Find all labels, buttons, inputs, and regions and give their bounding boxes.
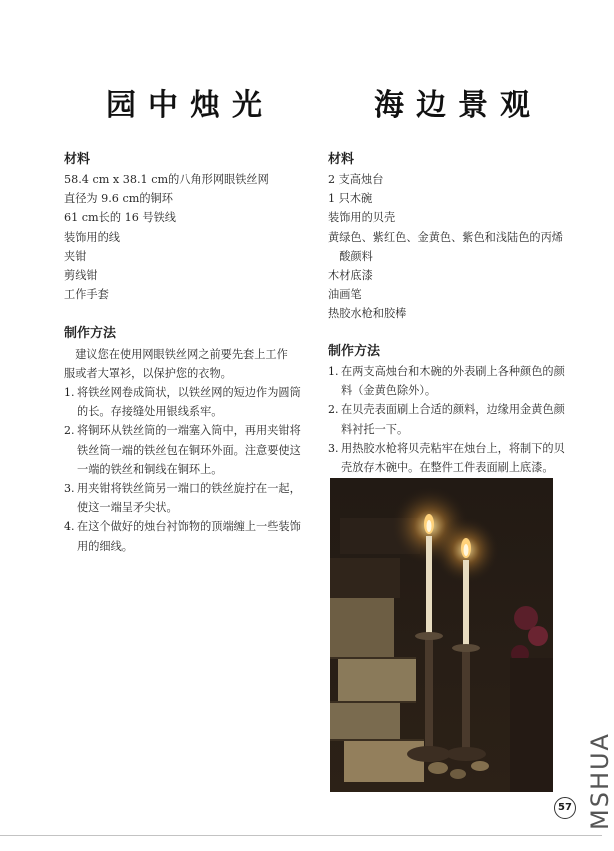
right-materials-list xyxy=(328,170,563,324)
step-line: 用热胶水枪将贝壳粘牢在烛台上，将制下的贝 xyxy=(341,441,565,455)
list-item: 1 只木碗 xyxy=(328,192,373,206)
step-line: 铁丝筒一端的铁丝包在铜环外面。注意要使这 xyxy=(77,443,301,457)
list-item: 58.4 cm x 38.1 cm的八角形网眼铁丝网 xyxy=(64,173,269,186)
list-item: 装饰用的贝壳 xyxy=(328,211,396,225)
step-number: 4. xyxy=(64,520,75,534)
list-item: 木材底漆 xyxy=(328,269,373,283)
step-line: 用夹钳将铁丝筒另一端口的铁丝旋拧在一起， xyxy=(77,482,301,496)
left-method-heading: 制作方法 xyxy=(64,326,117,341)
step-line: 用的细线。 xyxy=(77,539,133,553)
step-item xyxy=(64,383,301,421)
list-item: 直径为 9.6 cm的铜环 xyxy=(64,192,173,206)
list-item: 工作手套 xyxy=(64,288,109,302)
list-item: 黄绿色、紫红色、金黄色、紫色和浅陆色的丙烯 xyxy=(328,230,563,244)
scan-edge-line xyxy=(0,835,602,836)
left-steps xyxy=(64,383,301,556)
step-line: 在这个做好的烛台衬饰物的顶端缠上一些装饰 xyxy=(77,520,301,534)
step-number: 1. xyxy=(328,365,339,378)
list-item: 酸颜料 xyxy=(328,249,373,263)
step-number: 1. xyxy=(64,386,75,399)
intro-line: 建议您在使用网眼铁丝网之前要先套上工作 xyxy=(64,348,288,361)
left-intro xyxy=(64,345,288,383)
step-item xyxy=(64,479,301,517)
left-materials-list xyxy=(64,170,269,304)
candle-photo-illustration xyxy=(330,478,553,792)
right-materials-heading: 材料 xyxy=(328,152,355,167)
step-item xyxy=(328,362,565,400)
left-title: 园中烛光 xyxy=(106,88,274,123)
left-materials-heading: 材料 xyxy=(64,152,91,167)
step-number: 2. xyxy=(64,424,75,438)
list-item: 夹钳 xyxy=(64,249,87,263)
watermark: MSHUA xyxy=(586,732,614,830)
step-line: 在两支高烛台和木碗的外表刷上各种颜色的颜 xyxy=(341,365,565,378)
right-steps xyxy=(328,362,565,477)
step-number: 3. xyxy=(328,441,339,455)
step-line: 将铁丝网卷成筒状，以铁丝网的短边作为圆筒 xyxy=(77,386,301,399)
right-method-heading: 制作方法 xyxy=(328,344,381,359)
step-item xyxy=(64,421,301,479)
intro-line: 服或者大罩衫，以保护您的衣物。 xyxy=(64,367,232,381)
list-item: 油画笔 xyxy=(328,288,362,302)
list-item: 热胶水枪和胶棒 xyxy=(328,307,407,321)
list-item: 2 支高烛台 xyxy=(328,173,384,186)
step-item xyxy=(328,400,565,438)
list-item: 装饰用的线 xyxy=(64,230,120,244)
step-line: 一端的铁丝和铜线在铜环上。 xyxy=(77,462,223,476)
step-item xyxy=(328,439,565,477)
page-number: 57 xyxy=(554,797,576,819)
step-line: 使这一端呈矛尖状。 xyxy=(77,501,178,515)
step-number: 3. xyxy=(64,482,75,496)
step-item xyxy=(64,517,301,555)
step-number: 2. xyxy=(328,403,339,417)
step-line: 壳放存木碗中。在整件工件表面刷上底漆。 xyxy=(341,461,554,475)
candle-photo xyxy=(330,478,553,792)
step-line: 料（金黄色除外）。 xyxy=(341,384,437,398)
list-item: 61 cm长的 16 号铁线 xyxy=(64,211,176,225)
step-line: 的长。存接缝处用银线系牢。 xyxy=(77,405,223,419)
step-line: 在贝壳表面刷上合适的颜料，边缘用金黄色颜 xyxy=(341,403,565,417)
list-item: 剪线钳 xyxy=(64,269,98,283)
right-title: 海边景观 xyxy=(374,88,542,123)
step-line: 将铜环从铁丝筒的一端塞入筒中，再用夹钳将 xyxy=(77,424,301,438)
step-line: 料衬托一下。 xyxy=(341,422,409,436)
